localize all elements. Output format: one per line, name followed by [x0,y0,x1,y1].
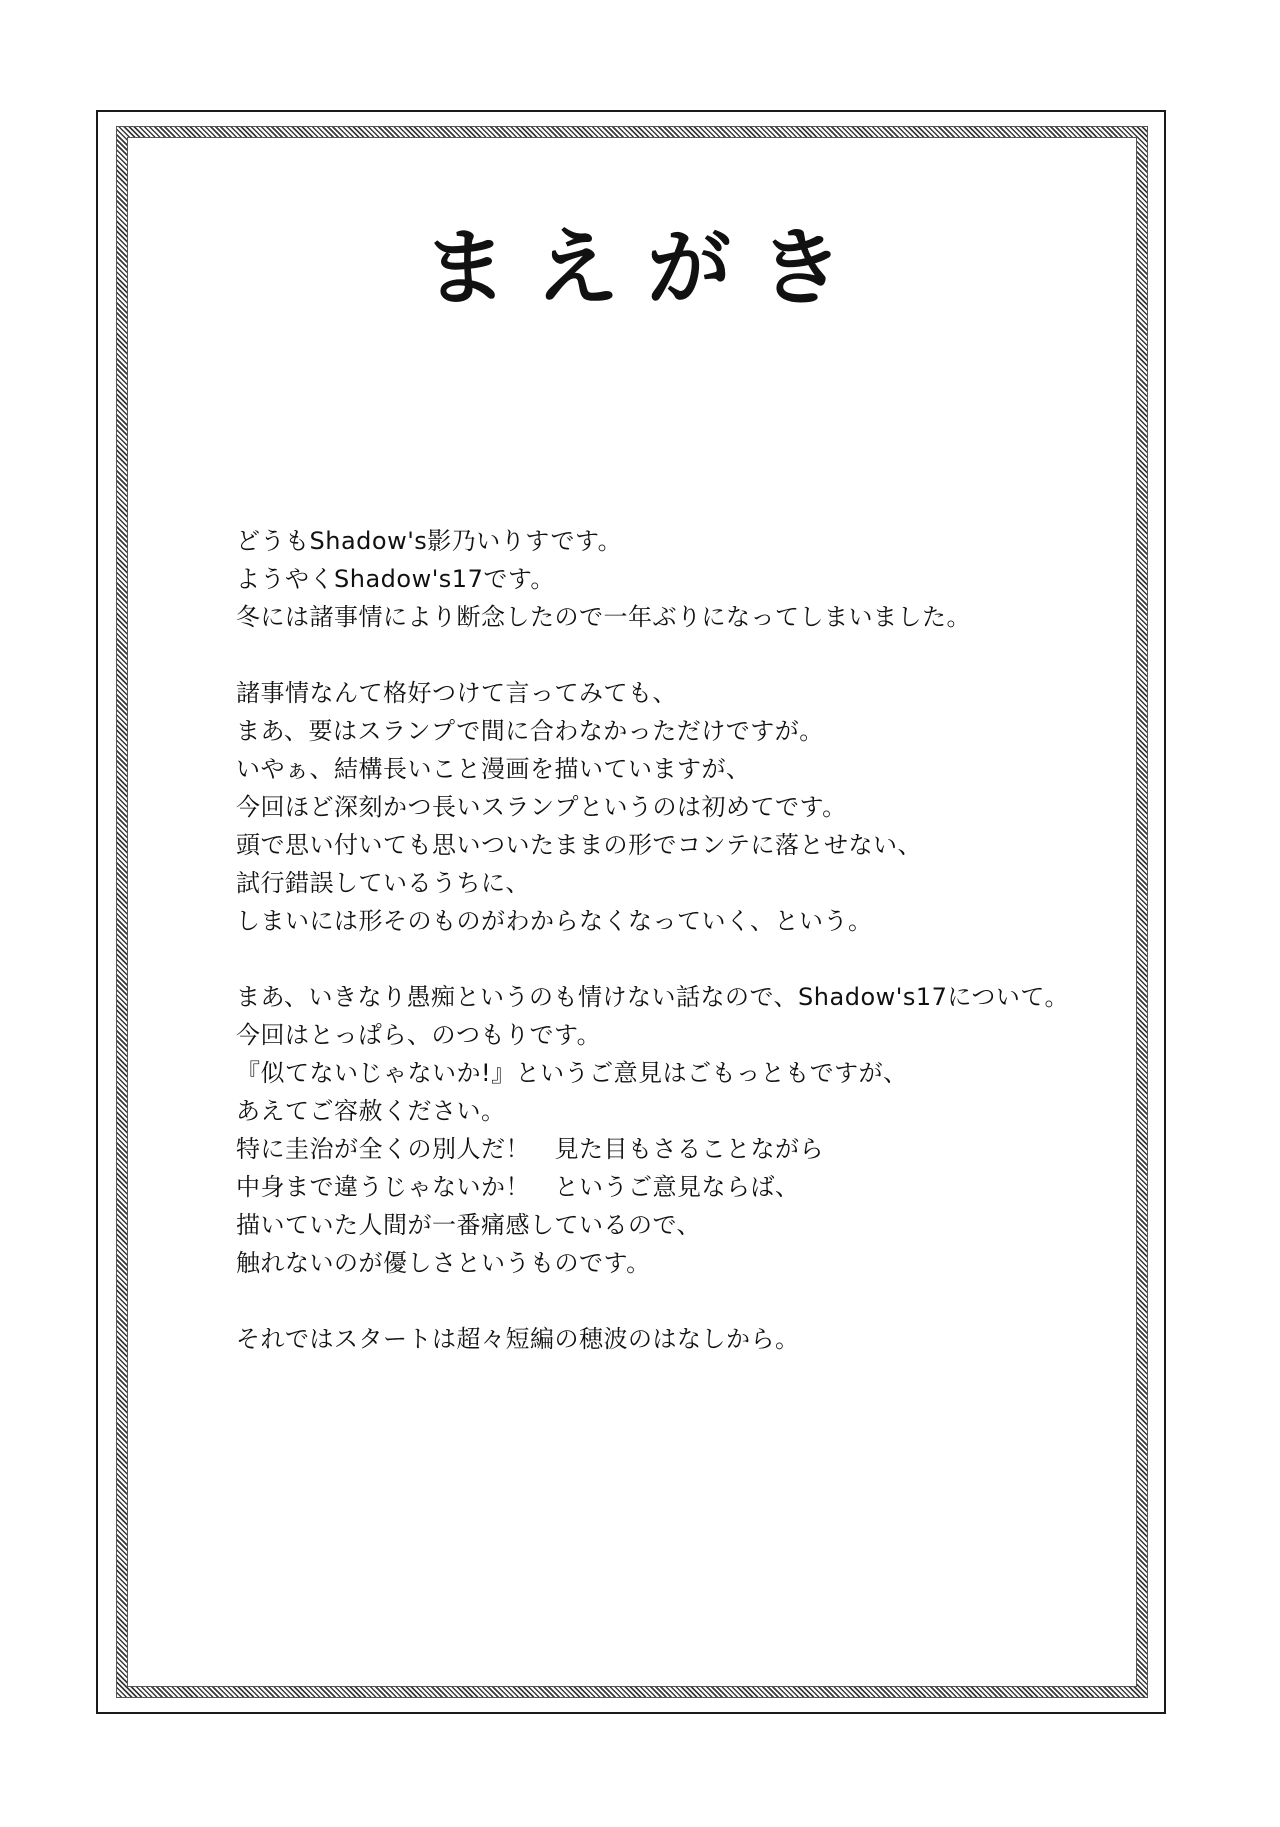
text-line: 中身まで違うじゃないか！ というご意見ならば、 [236,1173,800,1201]
text-line: 『似てないじゃないか!』というご意見はごもっともですが、 [236,1059,908,1087]
text-line: しまいには形そのものがわからなくなっていく、という。 [236,907,873,935]
paragraph-gap [236,940,1116,978]
text-line: 諸事情なんて格好つけて言ってみても、 [236,679,677,707]
page-title: まえがき [422,219,871,317]
text-line: いやぁ、結構長いこと漫画を描いていますが、 [236,755,751,783]
text-line: 今回ほど深刻かつ長いスランプというのは初めてです。 [236,793,847,821]
body-text [236,522,1116,1358]
text-line: ようやくShadow's17です。 [236,565,555,593]
text-line: 今回はとっぱら、のつもりです。 [236,1021,602,1049]
text-line: まあ、要はスランプで間に合わなかっただけですが。 [236,717,824,745]
text-line: 描いていた人間が一番痛感しているので、 [236,1211,702,1239]
text-line: どうもShadow's影乃いりすです。 [236,527,623,555]
text-line: 試行錯誤しているうちに、 [236,869,530,897]
paragraph-gap [236,1282,1116,1320]
paragraph-gap [236,636,1116,674]
text-line: それではスタートは超々短編の穂波のはなしから。 [236,1325,800,1353]
text-line: まあ、いきなり愚痴というのも情けない話なので、Shadow's17について。 [236,983,1069,1011]
text-line: 頭で思い付いても思いついたままの形でコンテに落とせない、 [236,831,922,859]
text-line: 特に圭治が全くの別人だ！ 見た目もさることながら [236,1135,824,1163]
text-line: あえてご容赦ください。 [236,1097,506,1125]
text-line: 触れないのが優しさというものです。 [236,1249,651,1277]
text-line: 冬には諸事情により断念したので一年ぶりになってしまいました。 [236,603,971,631]
